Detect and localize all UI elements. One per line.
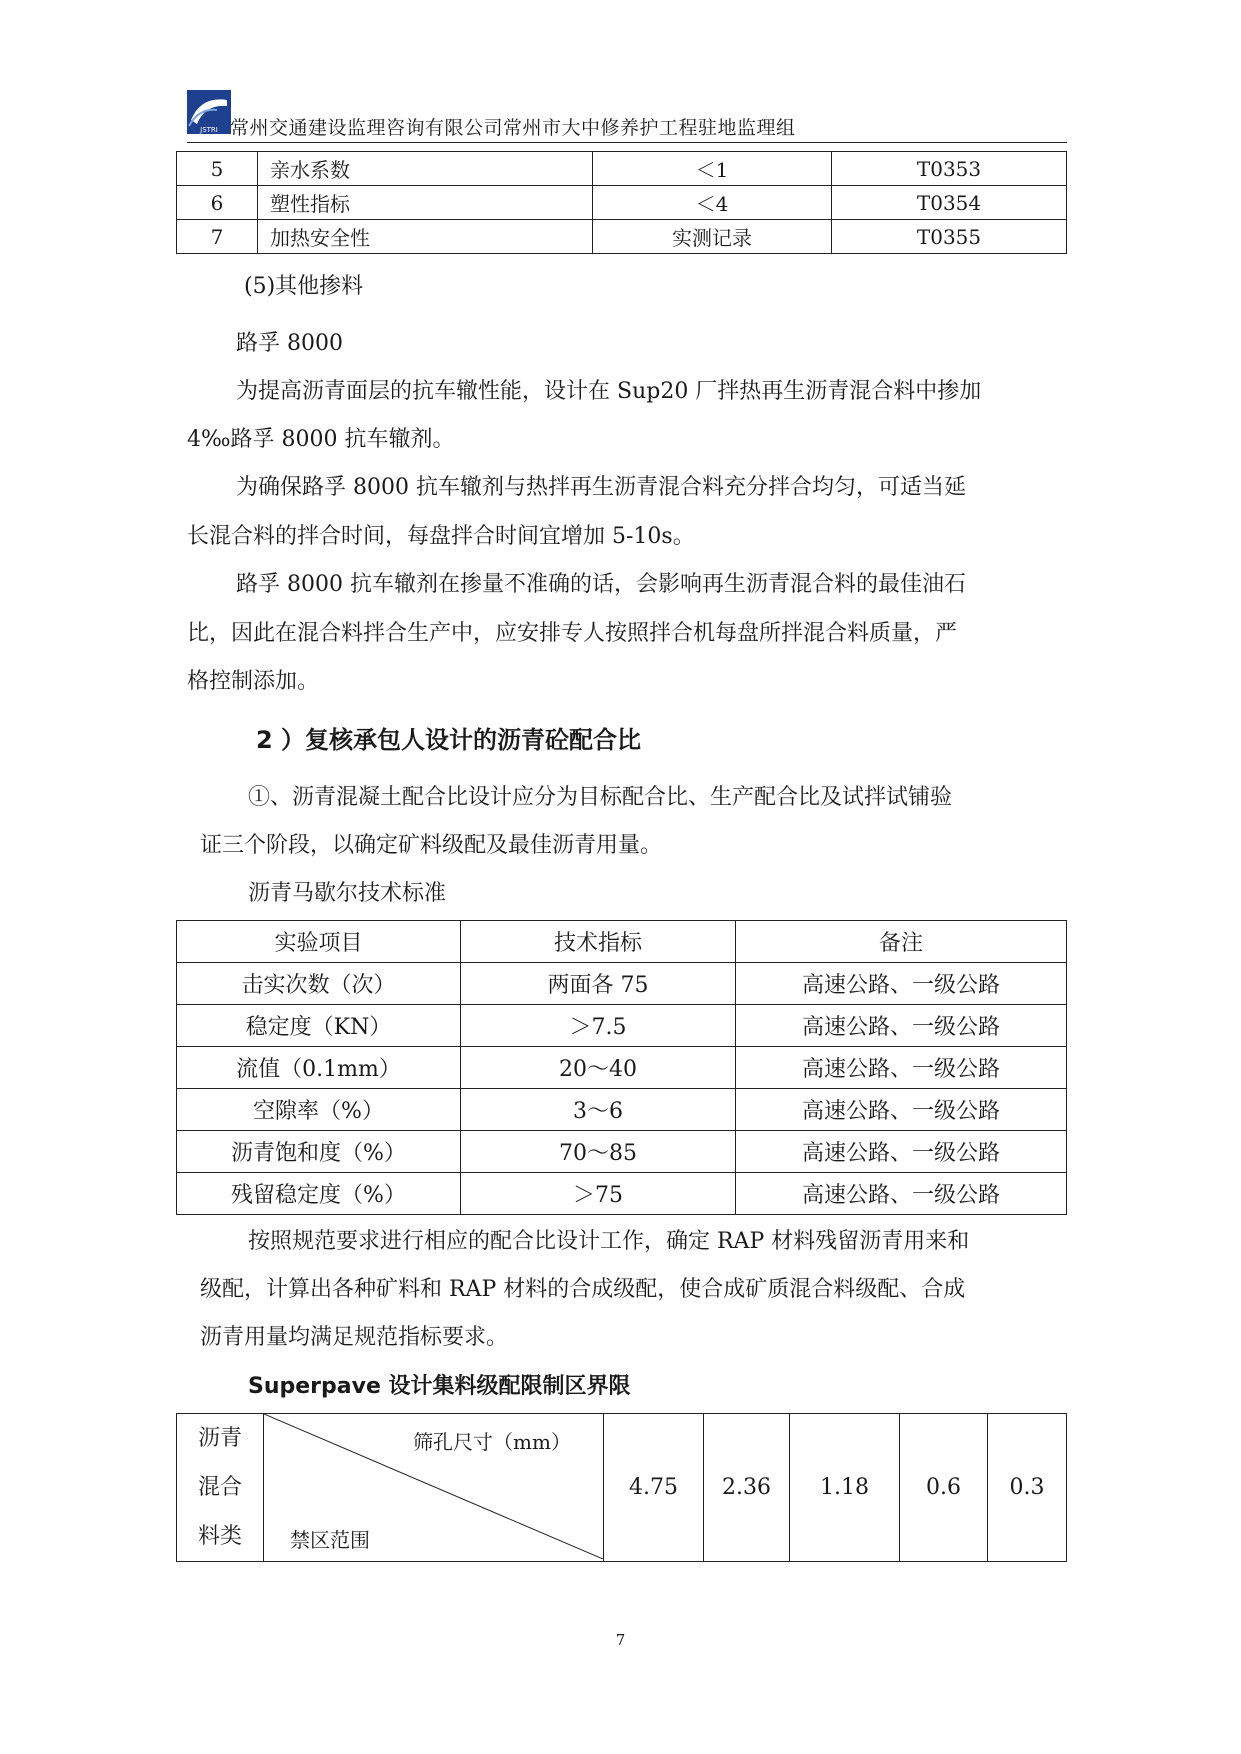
table-cell: ＞7.5: [461, 1005, 736, 1047]
paragraph-1-line-2: 4‰路孚 8000 抗车辙剂。: [187, 427, 455, 452]
cell-method: T0355: [832, 220, 1067, 254]
table-cell: 70～85: [461, 1131, 736, 1173]
column-header: 实验项目: [177, 921, 461, 963]
paragraph-3-line-1: 路孚 8000 抗车辙剂在掺量不准确的话，会影响再生沥青混合料的最佳油石: [236, 572, 966, 597]
diagonal-header-cell: [264, 1414, 604, 1562]
header-title: 常州交通建设监理咨询有限公司常州市大中修养护工程驻地监理组: [230, 117, 796, 139]
column-header: 技术指标: [461, 921, 736, 963]
row-header-line: 混合: [197, 1475, 242, 1500]
cell-no: 6: [177, 186, 258, 220]
sieve-size-cell: 0.6: [900, 1414, 988, 1562]
table-cell: 3～6: [461, 1089, 736, 1131]
product-name: 路孚 8000: [236, 331, 343, 356]
cell-item: 亲水系数: [258, 152, 593, 186]
marshall-standard-table: [176, 920, 1067, 1215]
table-cell: 高速公路、一级公路: [736, 1131, 1067, 1173]
sieve-size-cell: 2.36: [704, 1414, 790, 1562]
table-cell: 高速公路、一级公路: [736, 1173, 1067, 1215]
table-row: [177, 220, 1067, 254]
marshall-caption: 沥青马歇尔技术标准: [248, 881, 447, 906]
company-logo: [187, 90, 231, 134]
paragraph-4-line-1: ①、沥青混凝土配合比设计应分为目标配合比、生产配合比及试拌试铺验: [248, 785, 953, 810]
row-header-line: 沥青: [197, 1426, 242, 1451]
table-cell: 20～40: [461, 1047, 736, 1089]
superpave-caption: Superpave 设计集料级配限制区界限: [248, 1374, 631, 1399]
table-cell: 流值（0.1mm）: [177, 1047, 461, 1089]
sieve-size-cell: 4.75: [604, 1414, 704, 1562]
table-row: [177, 186, 1067, 220]
table-cell: ＞75: [461, 1173, 736, 1215]
sieve-size-cell: 1.18: [790, 1414, 900, 1562]
cell-value: ＜4: [593, 186, 832, 220]
paragraph-2-line-1: 为确保路孚 8000 抗车辙剂与热拌再生沥青混合料充分拌合均匀，可适当延: [236, 475, 966, 500]
table-row: [177, 1005, 1067, 1047]
table-cell: 高速公路、一级公路: [736, 1047, 1067, 1089]
table-cell: 高速公路、一级公路: [736, 963, 1067, 1005]
table-row: [177, 1047, 1067, 1089]
table-row: [177, 1089, 1067, 1131]
table-row: [177, 152, 1067, 186]
table-row: [177, 1173, 1067, 1215]
paragraph-5-line-2: 级配，计算出各种矿料和 RAP 材料的合成级配，使合成矿质混合料级配、合成: [200, 1277, 966, 1302]
paragraph-3-line-3: 格控制添加。: [187, 669, 320, 694]
table-header-row: [177, 921, 1067, 963]
cell-method: T0353: [832, 152, 1067, 186]
table-row: [177, 963, 1067, 1005]
cell-value: 实测记录: [593, 220, 832, 254]
paragraph-5-line-1: 按照规范要求进行相应的配合比设计工作，确定 RAP 材料残留沥青用来和: [248, 1229, 970, 1254]
table-cell: 空隙率（%）: [177, 1089, 461, 1131]
cell-method: T0354: [832, 186, 1067, 220]
cell-no: 7: [177, 220, 258, 254]
water-properties-table: [176, 151, 1067, 254]
superpave-restricted-zone-table: [176, 1413, 1067, 1562]
header-rule: [187, 142, 1067, 143]
page-number: 7: [615, 1631, 626, 1649]
table-cell: 残留稳定度（%）: [177, 1173, 461, 1215]
cell-item: 塑性指标: [258, 186, 593, 220]
table-cell: 稳定度（KN）: [177, 1005, 461, 1047]
paragraph-5-line-3: 沥青用量均满足规范指标要求。: [200, 1325, 509, 1350]
sub-heading-other-additives: (5)其他掺料: [244, 274, 364, 299]
cell-item: 加热安全性: [258, 220, 593, 254]
logo-text: JSTRI: [200, 126, 218, 134]
table-cell: 两面各 75: [461, 963, 736, 1005]
paragraph-3-line-2: 比，因此在混合料拌合生产中，应安排专人按照拌合机每盘所拌混合料质量，严: [187, 621, 958, 646]
table-cell: 击实次数（次）: [177, 963, 461, 1005]
table-cell: 沥青饱和度（%）: [177, 1131, 461, 1173]
paragraph-2-line-2: 长混合料的拌合时间，每盘拌合时间宜增加 5-10s。: [187, 524, 695, 549]
table-cell: 高速公路、一级公路: [736, 1005, 1067, 1047]
table-row: [177, 1414, 1067, 1562]
section-heading: 2 ）复核承包人设计的沥青砼配合比: [256, 726, 642, 754]
restricted-zone-label: 禁区范围: [290, 1528, 370, 1552]
table-cell: 高速公路、一级公路: [736, 1089, 1067, 1131]
sieve-size-cell: 0.3: [988, 1414, 1067, 1562]
paragraph-1-line-1: 为提高沥青面层的抗车辙性能，设计在 Sup20 厂拌热再生沥青混合料中掺加: [236, 379, 982, 404]
column-header: 备注: [736, 921, 1067, 963]
paragraph-4-line-2: 证三个阶段，以确定矿料级配及最佳沥青用量。: [200, 833, 663, 858]
cell-no: 5: [177, 152, 258, 186]
sieve-size-label: 筛孔尺寸（mm）: [413, 1430, 571, 1454]
cell-value: ＜1: [593, 152, 832, 186]
table-row: [177, 1131, 1067, 1173]
row-header-cell: [177, 1414, 264, 1562]
row-header-line: 料类: [197, 1524, 242, 1549]
